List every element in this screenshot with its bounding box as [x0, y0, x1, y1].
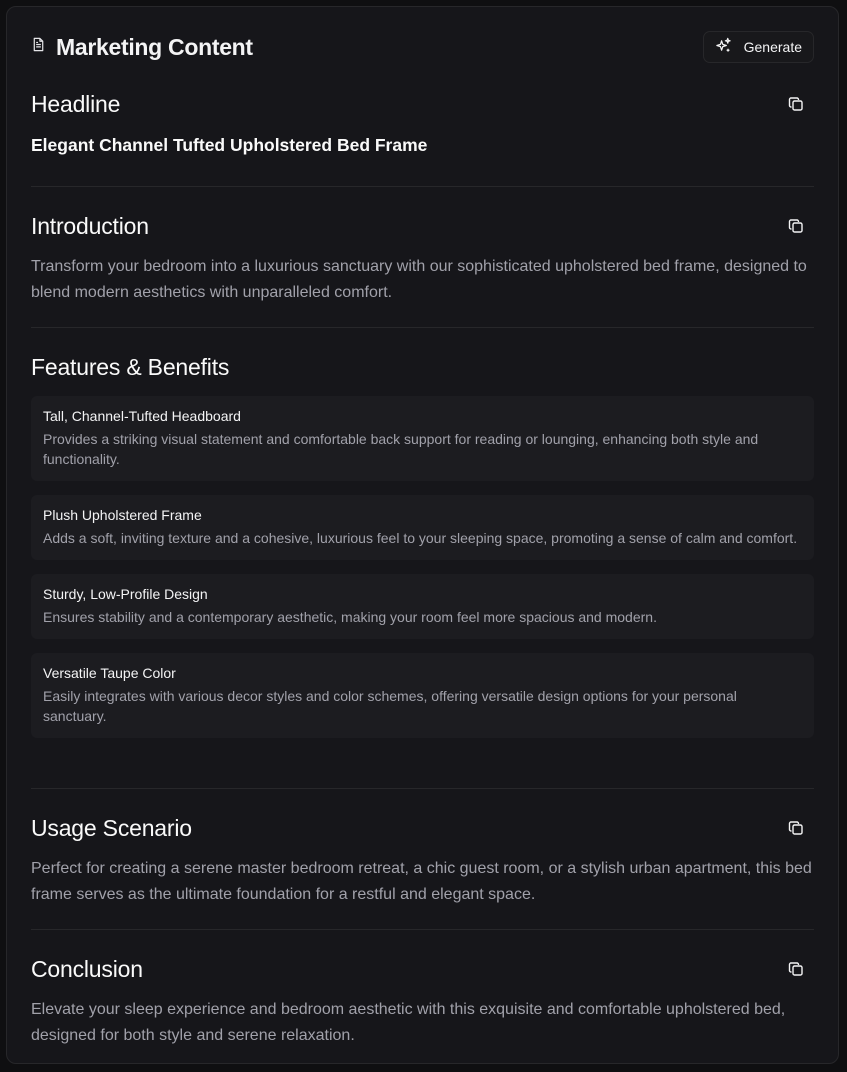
feature-card	[31, 653, 814, 738]
introduction-section	[31, 187, 814, 328]
introduction-section-head	[31, 211, 814, 241]
feature-title: Plush Upholstered Frame	[43, 507, 202, 523]
sparkles-icon	[715, 37, 732, 57]
conclusion-section-head	[31, 954, 814, 984]
usage-section	[31, 789, 814, 930]
copy-introduction-button[interactable]	[781, 211, 811, 241]
generate-button[interactable]	[703, 31, 814, 63]
feature-title: Versatile Taupe Color	[43, 665, 176, 681]
document-icon	[31, 37, 46, 57]
introduction-heading: Introduction	[31, 212, 149, 239]
page-title: Marketing Content	[56, 33, 253, 60]
copy-icon	[788, 96, 804, 112]
conclusion-heading: Conclusion	[31, 955, 143, 982]
usage-section-head	[31, 813, 814, 843]
usage-text: Perfect for creating a serene master bedroom retreat, a chic guest room, or a stylish urban apartment, this bed frame serves as the ultimate foundation for a restful and elegant space.	[31, 860, 812, 903]
headline-section	[31, 85, 814, 187]
feature-description: Adds a soft, inviting texture and a cohesive, luxurious feel to your sleeping space, promoting a sense of calm and comfort.	[43, 530, 798, 546]
card-header	[31, 7, 814, 85]
feature-card	[31, 574, 814, 639]
introduction-text: Transform your bedroom into a luxurious sanctuary with our sophisticated upholstered bed frame, designed to blend modern aesthetics with unparalleled comfort.	[31, 258, 807, 301]
copy-icon	[788, 218, 804, 234]
feature-title: Tall, Channel-Tufted Headboard	[43, 408, 241, 424]
conclusion-section	[31, 930, 814, 1049]
headline-section-head	[31, 89, 814, 119]
headline-heading: Headline	[31, 90, 121, 117]
copy-usage-button[interactable]	[781, 813, 811, 843]
usage-heading: Usage Scenario	[31, 814, 192, 841]
feature-card	[31, 396, 814, 481]
feature-card	[31, 495, 814, 560]
feature-description: Provides a striking visual statement and comfortable back support for reading or lounging, enhancing both style and functionality.	[43, 431, 759, 467]
features-section-head	[31, 354, 814, 381]
conclusion-text: Elevate your sleep experience and bedroom aesthetic with this exquisite and comfortable upholstered bed, designed for both style and serene relaxation.	[31, 1001, 786, 1044]
feature-title: Sturdy, Low-Profile Design	[43, 586, 208, 602]
copy-icon	[788, 961, 804, 977]
marketing-content-card	[6, 6, 839, 1064]
title-wrap	[31, 34, 253, 61]
copy-conclusion-button[interactable]	[781, 954, 811, 984]
feature-description: Ensures stability and a contemporary aesthetic, making your room feel more spacious and modern.	[43, 609, 657, 625]
features-heading: Features & Benefits	[31, 354, 230, 380]
headline-text: Elegant Channel Tufted Upholstered Bed Frame	[31, 135, 428, 155]
features-section	[31, 328, 814, 789]
copy-icon	[788, 820, 804, 836]
copy-headline-button[interactable]	[781, 89, 811, 119]
feature-description: Easily integrates with various decor styles and color schemes, offering versatile design options for your personal sanctuary.	[43, 688, 737, 724]
generate-button-label: Generate	[743, 39, 802, 55]
features-list	[31, 396, 814, 738]
